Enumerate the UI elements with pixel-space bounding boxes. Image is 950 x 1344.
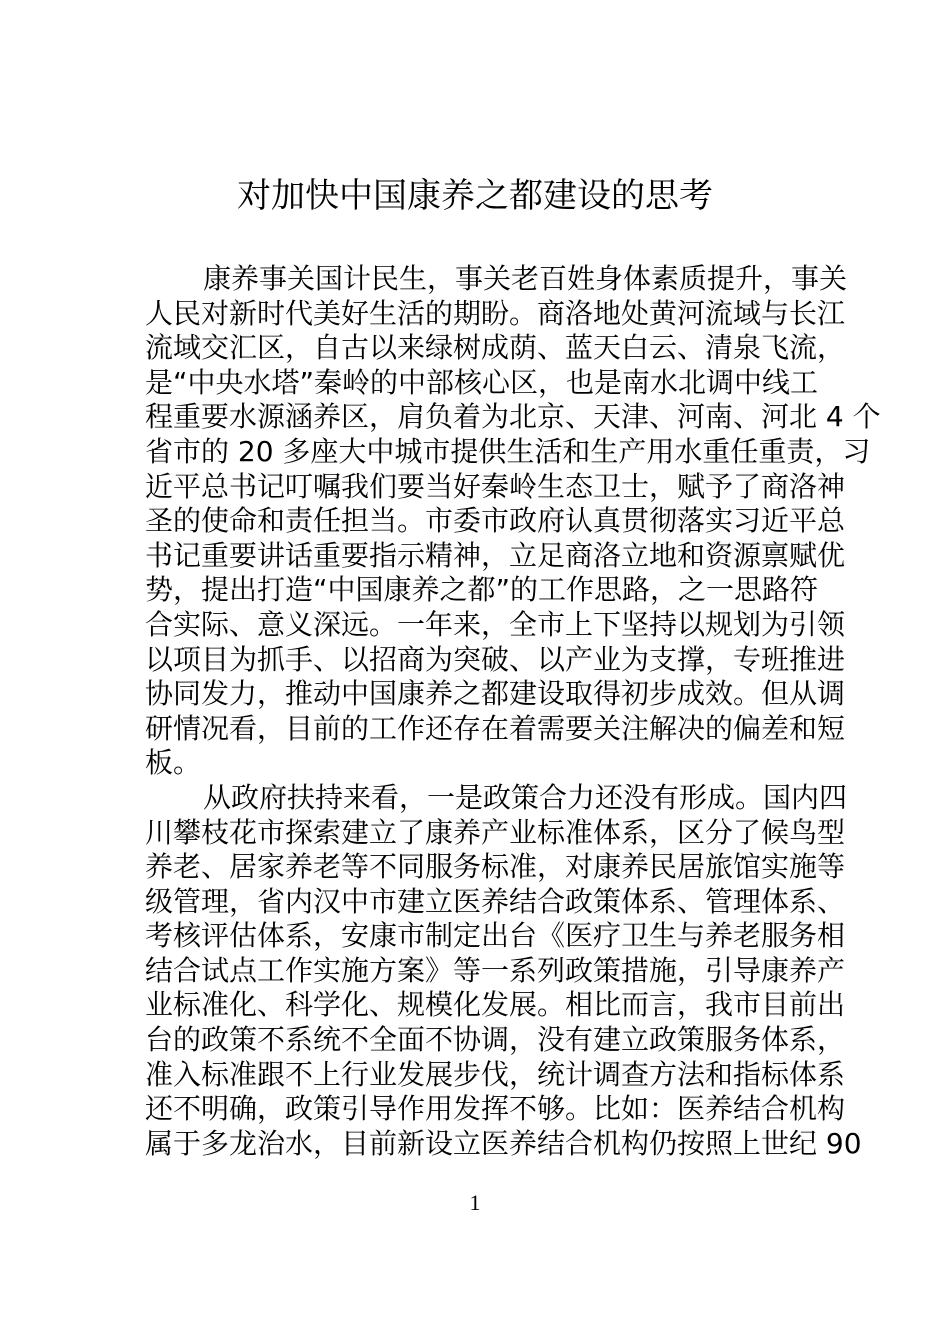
text-line: 以项目为抓手、以招商为突破、以产业为支撑，专班推进 xyxy=(145,642,846,676)
text-line: 川攀枝花市探索建立了康养产业标准体系，区分了候鸟型 xyxy=(145,815,846,849)
text-line: 从政府扶持来看，一是政策合力还没有形成。国内四 xyxy=(203,780,848,814)
text-line: 省市的 20 多座大中城市提供生活和生产用水重任重责，习 xyxy=(145,434,871,468)
text-line: 考核评估体系，安康市制定出台《医疗卫生与养老服务相 xyxy=(145,919,846,953)
text-line: 协同发力，推动中国康养之都建设取得初步成效。但从调 xyxy=(145,677,846,711)
text-line: 圣的使命和责任担当。市委市政府认真贯彻落实习近平总 xyxy=(145,504,846,538)
text-line: 康养事关国计民生，事关老百姓身体素质提升，事关 xyxy=(203,262,848,295)
text-line: 业标准化、科学化、规模化发展。相比而言，我市目前出 xyxy=(145,988,846,1022)
text-line: 书记重要讲话重要指示精神，立足商洛立地和资源禀赋优 xyxy=(145,538,846,572)
text-line: 准入标准跟不上行业发展步伐，统计调查方法和指标体系 xyxy=(145,1057,846,1091)
paragraph-1 xyxy=(145,262,881,781)
text-line: 流域交汇区，自古以来绿树成荫、蓝天白云、清泉飞流， xyxy=(145,331,846,365)
text-line: 合实际、意义深远。一年来，全市上下坚持以规划为引领 xyxy=(145,607,846,641)
text-line: 是“中央水塔”秦岭的中部核心区，也是南水北调中线工 xyxy=(145,365,819,399)
document-body xyxy=(145,262,881,1161)
text-line: 研情况看，目前的工作还存在着需要关注解决的偏差和短 xyxy=(145,711,846,745)
document-title: 对加快中国康养之都建设的思考 xyxy=(237,176,713,216)
text-line: 近平总书记叮嘱我们要当好秦岭生态卫士，赋予了商洛神 xyxy=(145,469,846,503)
text-line: 板。 xyxy=(145,746,202,780)
text-line: 台的政策不系统不全面不协调，没有建立政策服务体系， xyxy=(145,1023,846,1057)
text-line: 势，提出打造“中国康养之都”的工作思路，之一思路符 xyxy=(145,573,819,607)
text-line: 程重要水源涵养区，肩负着为北京、天津、河南、河北 4 个 xyxy=(145,400,881,434)
text-line: 人民对新时代美好生活的期盼。商洛地处黄河流域与长江 xyxy=(145,296,846,330)
text-line: 养老、居家养老等不同服务标准，对康养民居旅馆实施等 xyxy=(145,850,846,884)
text-line: 属于多龙治水，目前新设立医养结合机构仍按照上世纪 90 xyxy=(145,1126,862,1160)
paragraph-2 xyxy=(145,780,862,1162)
text-line: 级管理，省内汉中市建立医养结合政策体系、管理体系、 xyxy=(145,884,846,918)
text-line: 还不明确，政策引导作用发挥不够。比如：医养结合机构 xyxy=(145,1092,846,1126)
page-number: 1 xyxy=(469,1190,481,1215)
text-line: 结合试点工作实施方案》等一系列政策措施，引导康养产 xyxy=(145,953,846,987)
